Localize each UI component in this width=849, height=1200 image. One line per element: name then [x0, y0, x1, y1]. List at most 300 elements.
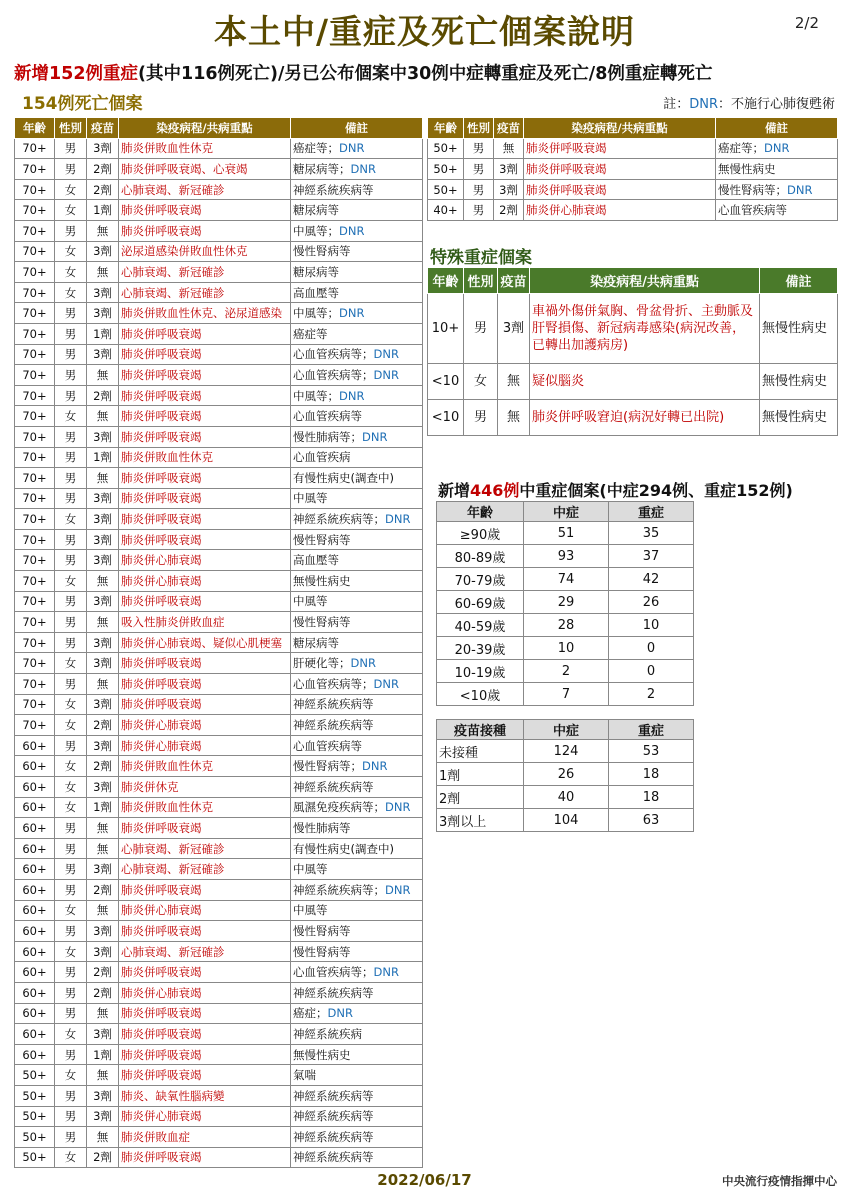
vaccine-breakdown-table [436, 719, 694, 832]
age-cell: 60+ [15, 777, 55, 798]
table-row [15, 323, 423, 344]
header-severe: 重症 [609, 720, 694, 740]
sex-cell: 男 [55, 674, 87, 695]
remark-text: 慢性肺病等 [293, 820, 351, 835]
table-header-row [15, 118, 423, 139]
course-cell: 肺炎併心肺衰竭 [119, 550, 291, 571]
course-cell: 肺炎併敗血症 [119, 1127, 291, 1148]
sex-cell: 男 [55, 468, 87, 489]
header-age: 年齡 [15, 118, 55, 139]
table-row [15, 241, 423, 262]
remark-cell [291, 282, 423, 303]
header-course: 染疫病程/共病重點 [530, 268, 760, 294]
dnr-mark: DNR [787, 182, 813, 197]
table-row [15, 941, 423, 962]
remark-cell [291, 818, 423, 839]
sex-cell: 男 [464, 200, 494, 221]
remark-text: 癌症； [293, 1006, 328, 1021]
age-cell: 70+ [15, 468, 55, 489]
sex-cell: 男 [464, 159, 494, 180]
sex-cell: 女 [55, 200, 87, 221]
dnr-mark: DNR [373, 965, 399, 980]
sex-cell: 男 [55, 385, 87, 406]
vaccine-cell: 2劑 [87, 962, 119, 983]
age-cell: 70+ [15, 282, 55, 303]
table-row [15, 262, 423, 283]
severe-cell: 35 [609, 522, 694, 545]
remark-text: 有慢性病史(調查中) [293, 470, 394, 485]
age-cell: <10 [428, 364, 464, 400]
table-row [15, 365, 423, 386]
vaccine-cell: 2劑 [87, 1147, 119, 1168]
header-vaccine: 疫苗 [498, 268, 530, 294]
remark-cell [291, 859, 423, 880]
remark-cell [291, 1147, 423, 1168]
vaccine-cell: 3劑 [87, 138, 119, 159]
age-cell: 60+ [15, 1024, 55, 1045]
sex-cell: 男 [55, 1003, 87, 1024]
age-cell: 70+ [15, 612, 55, 633]
sex-cell: 男 [55, 529, 87, 550]
table-row [428, 179, 838, 200]
course-cell: 肺炎併呼吸衰竭 [119, 694, 291, 715]
moderate-cell: 51 [524, 522, 609, 545]
remark-text: 慢性腎病等； [718, 182, 787, 197]
remark-cell [291, 262, 423, 283]
remark-cell [291, 385, 423, 406]
age-cell: 70+ [15, 426, 55, 447]
course-cell: 疑似腦炎 [530, 364, 760, 400]
subtitle-rest: (其中116例死亡)/另已公布個案中30例中症轉重症及死亡/8例重症轉死亡 [138, 64, 713, 84]
group-cell: 20-39歲 [437, 637, 524, 660]
remark-cell [291, 715, 423, 736]
vaccine-cell: 無 [87, 220, 119, 241]
sex-cell: 男 [55, 303, 87, 324]
table-row [15, 488, 423, 509]
table-header-row [437, 720, 694, 740]
course-cell: 心肺衰竭、新冠確診 [119, 282, 291, 303]
vaccine-cell: 1劑 [87, 323, 119, 344]
remark-text: 神經系統疾病等； [293, 882, 385, 897]
remark-cell [291, 159, 423, 180]
remark-cell [291, 1003, 423, 1024]
vaccine-cell: 3劑 [87, 550, 119, 571]
course-cell: 肺炎併呼吸衰竭 [119, 220, 291, 241]
course-cell: 肺炎併呼吸衰竭、心衰竭 [119, 159, 291, 180]
table-row [428, 138, 838, 159]
moderate-cell: 10 [524, 637, 609, 660]
remark-cell [291, 550, 423, 571]
table-row [15, 612, 423, 633]
course-cell: 肺炎併心肺衰竭 [119, 715, 291, 736]
severe-cell: 37 [609, 545, 694, 568]
remark-cell [291, 571, 423, 592]
age-cell: 70+ [15, 303, 55, 324]
course-cell: 肺炎併呼吸衰竭 [119, 591, 291, 612]
sex-cell: 女 [55, 653, 87, 674]
table-row [437, 545, 694, 568]
remark-text: 中風等 [293, 594, 328, 609]
vaccine-cell: 3劑 [87, 735, 119, 756]
table-row [15, 1024, 423, 1045]
dnr-note [663, 93, 835, 112]
vaccine-cell: 3劑 [87, 1024, 119, 1045]
course-cell: 肺炎併呼吸衰竭 [119, 468, 291, 489]
group-cell: ≥90歲 [437, 522, 524, 545]
moderate-cell: 93 [524, 545, 609, 568]
remark-text: 高血壓等 [293, 553, 339, 568]
remark-cell [291, 509, 423, 530]
vaccine-cell: 無 [87, 1127, 119, 1148]
moderate-cell: 74 [524, 568, 609, 591]
header-age: 年齡 [428, 118, 464, 139]
remark-text: 肝硬化等； [293, 656, 351, 671]
remark-text: 癌症等； [293, 141, 339, 156]
course-cell: 肺炎、缺氧性腦病變 [119, 1085, 291, 1106]
remark-text: 心血管疾病等 [718, 203, 787, 218]
remark-cell [291, 1044, 423, 1065]
course-cell: 肺炎併敗血性休克 [119, 797, 291, 818]
table-row [15, 529, 423, 550]
sex-cell: 女 [464, 364, 498, 400]
severe-cell: 53 [609, 740, 694, 763]
age-cell: <10 [428, 400, 464, 436]
remark-text: 慢性腎病等 [293, 532, 351, 547]
dnr-mark: DNR [339, 141, 365, 156]
group-cell: 2劑 [437, 786, 524, 809]
age-cell: 60+ [15, 838, 55, 859]
table-row [15, 674, 423, 695]
table-row [15, 879, 423, 900]
vaccine-cell: 2劑 [87, 756, 119, 777]
vaccine-cell: 1劑 [87, 200, 119, 221]
sex-cell: 女 [55, 262, 87, 283]
table-row [15, 632, 423, 653]
remark-cell [291, 632, 423, 653]
vaccine-cell: 2劑 [494, 200, 524, 221]
course-cell: 肺炎併呼吸衰竭 [119, 200, 291, 221]
remark-cell [291, 1085, 423, 1106]
age-cell: 70+ [15, 385, 55, 406]
course-cell: 吸入性肺炎併敗血症 [119, 612, 291, 633]
course-cell: 肺炎併敗血性休克 [119, 447, 291, 468]
table-row [437, 786, 694, 809]
sex-cell: 男 [464, 294, 498, 364]
vaccine-cell: 無 [87, 818, 119, 839]
remark-cell [291, 406, 423, 427]
course-cell: 肺炎併呼吸衰竭 [119, 509, 291, 530]
table-row [15, 550, 423, 571]
table-row [15, 220, 423, 241]
age-cell: 60+ [15, 962, 55, 983]
age-cell: 70+ [15, 529, 55, 550]
age-cell: 10+ [428, 294, 464, 364]
age-cell: 60+ [15, 921, 55, 942]
sex-cell: 女 [55, 241, 87, 262]
vaccine-cell: 無 [87, 365, 119, 386]
remark-text: 癌症等； [718, 141, 764, 156]
moderate-cell: 104 [524, 809, 609, 832]
remark-cell [291, 735, 423, 756]
remark-text: 心血管疾病等 [293, 738, 362, 753]
vaccine-cell: 無 [494, 138, 524, 159]
age-cell: 50+ [428, 138, 464, 159]
remark-cell [291, 838, 423, 859]
age-cell: 60+ [15, 797, 55, 818]
group-cell: 80-89歲 [437, 545, 524, 568]
course-cell: 肺炎併呼吸衰竭 [119, 921, 291, 942]
header-moderate: 中症 [524, 720, 609, 740]
age-cell: 60+ [15, 1003, 55, 1024]
remark-text: 癌症等 [293, 326, 328, 341]
remark-text: 中風等 [293, 903, 328, 918]
age-cell: 60+ [15, 818, 55, 839]
sex-cell: 男 [55, 159, 87, 180]
remark-text: 中風等； [293, 223, 339, 238]
table-row [437, 809, 694, 832]
vaccine-cell: 3劑 [87, 344, 119, 365]
special-cases-title: 特殊重症個案 [430, 248, 532, 268]
dnr-mark: DNR [339, 223, 365, 238]
sex-cell: 男 [55, 1106, 87, 1127]
new-title-count: 446例 [470, 481, 520, 500]
remark-text: 糖尿病等 [293, 635, 339, 650]
dnr-mark: DNR [373, 347, 399, 362]
remark-cell [291, 303, 423, 324]
sex-cell: 女 [55, 1065, 87, 1086]
course-cell: 肺炎併心肺衰竭 [119, 571, 291, 592]
sex-cell: 男 [55, 859, 87, 880]
table-row [15, 1044, 423, 1065]
course-cell: 心肺衰竭、新冠確診 [119, 838, 291, 859]
age-cell: 70+ [15, 447, 55, 468]
remark-text: 高血壓等 [293, 285, 339, 300]
remark-cell [291, 694, 423, 715]
table-row [15, 344, 423, 365]
remark-cell [291, 220, 423, 241]
table-row [15, 179, 423, 200]
header-vaccination: 疫苗接種 [437, 720, 524, 740]
dnr-mark: DNR [327, 1006, 353, 1021]
table-row [15, 200, 423, 221]
sex-cell: 女 [55, 694, 87, 715]
remark-cell [716, 138, 838, 159]
new-title-prefix: 新增 [438, 481, 471, 500]
organization-name: 中央流行疫情指揮中心 [722, 1174, 837, 1188]
table-row [15, 1147, 423, 1168]
age-cell: 70+ [15, 653, 55, 674]
age-cell: 70+ [15, 262, 55, 283]
vaccine-cell: 3劑 [87, 941, 119, 962]
new-cases-title [438, 478, 793, 501]
age-cell: 50+ [15, 1106, 55, 1127]
age-cell: 70+ [15, 488, 55, 509]
header-vaccine: 疫苗 [87, 118, 119, 139]
age-cell: 60+ [15, 879, 55, 900]
remark-text: 中風等； [293, 388, 339, 403]
remark-cell [291, 138, 423, 159]
course-cell: 肺炎併心肺衰竭 [524, 200, 716, 221]
vaccine-cell: 3劑 [87, 509, 119, 530]
header-sex: 性別 [55, 118, 87, 139]
table-row [15, 962, 423, 983]
table-row [15, 1003, 423, 1024]
sex-cell: 男 [55, 550, 87, 571]
remark-cell [291, 879, 423, 900]
vaccine-cell: 3劑 [494, 179, 524, 200]
dnr-mark: DNR [373, 367, 399, 382]
remark-cell [291, 612, 423, 633]
remark-cell [291, 962, 423, 983]
dnr-mark: DNR [350, 161, 376, 176]
sex-cell: 男 [55, 735, 87, 756]
sex-cell: 男 [55, 426, 87, 447]
age-cell: 50+ [15, 1085, 55, 1106]
remark-text: 神經系統疾病等 [293, 1088, 374, 1103]
age-cell: 50+ [15, 1127, 55, 1148]
moderate-cell: 26 [524, 763, 609, 786]
remark-cell [291, 488, 423, 509]
report-date: 2022/06/17 [377, 1171, 472, 1189]
table-row [15, 735, 423, 756]
remark-text: 神經系統疾病等 [293, 697, 374, 712]
death-cases-table-continued [427, 117, 838, 221]
table-row [15, 777, 423, 798]
new-title-suffix: 中重症個案(中症294例、重症152例) [519, 481, 793, 500]
vaccine-cell: 無 [87, 1065, 119, 1086]
sex-cell: 女 [55, 715, 87, 736]
age-cell: 50+ [15, 1147, 55, 1168]
remark-text: 無慢性病史 [718, 161, 776, 176]
special-cases-body [428, 294, 838, 436]
course-cell: 肺炎併呼吸衰竭 [119, 962, 291, 983]
remark-text: 神經系統疾病等 [293, 182, 374, 197]
age-breakdown-body [437, 522, 694, 706]
vaccine-cell: 無 [87, 612, 119, 633]
sex-cell: 男 [55, 138, 87, 159]
vaccine-cell: 無 [498, 364, 530, 400]
sex-cell: 男 [464, 400, 498, 436]
dnr-mark: DNR [385, 800, 411, 815]
sex-cell: 女 [55, 406, 87, 427]
sex-cell: 女 [55, 797, 87, 818]
remark-text: 慢性腎病等 [293, 944, 351, 959]
remark-text: 心血管疾病等； [293, 367, 374, 382]
table-row [15, 426, 423, 447]
vaccine-cell: 無 [498, 400, 530, 436]
remark-cell [291, 797, 423, 818]
table-row [437, 660, 694, 683]
remark-cell [291, 941, 423, 962]
vaccine-cell: 3劑 [87, 241, 119, 262]
table-row [428, 200, 838, 221]
course-cell: 肺炎併呼吸衰竭 [119, 1003, 291, 1024]
age-cell: 70+ [15, 406, 55, 427]
vaccine-cell: 2劑 [87, 715, 119, 736]
table-row [15, 653, 423, 674]
table-header-row [437, 502, 694, 522]
course-cell: 肺炎併呼吸衰竭 [119, 674, 291, 695]
remark-text: 氣喘 [293, 1068, 316, 1083]
course-cell: 肺炎併呼吸衰竭 [119, 344, 291, 365]
death-cases-body [15, 138, 423, 1168]
page-number: 2/2 [794, 14, 819, 32]
table-row [428, 364, 838, 400]
vaccine-cell: 3劑 [87, 777, 119, 798]
vaccine-cell: 2劑 [87, 179, 119, 200]
table-row [15, 1127, 423, 1148]
course-cell: 心肺衰竭、新冠確診 [119, 179, 291, 200]
course-cell: 肺炎併呼吸衰竭 [119, 385, 291, 406]
remark-text: 神經系統疾病等 [293, 1150, 374, 1165]
remark-cell [291, 1065, 423, 1086]
remark-cell [291, 921, 423, 942]
age-cell: 70+ [15, 694, 55, 715]
subtitle [14, 60, 712, 85]
age-cell: 70+ [15, 179, 55, 200]
age-cell: 70+ [15, 509, 55, 530]
age-cell: 70+ [15, 241, 55, 262]
sex-cell: 女 [55, 1024, 87, 1045]
course-cell: 心肺衰竭、新冠確診 [119, 859, 291, 880]
table-row [15, 1065, 423, 1086]
table-row [437, 614, 694, 637]
moderate-cell: 28 [524, 614, 609, 637]
vaccine-cell: 3劑 [87, 303, 119, 324]
table-row [428, 294, 838, 364]
table-row [428, 159, 838, 180]
moderate-cell: 29 [524, 591, 609, 614]
remark-cell [291, 529, 423, 550]
dnr-mark: DNR [350, 656, 376, 671]
age-cell: 70+ [15, 715, 55, 736]
remark-cell [716, 179, 838, 200]
sex-cell: 男 [55, 838, 87, 859]
remark-cell [291, 653, 423, 674]
vaccine-cell: 無 [87, 674, 119, 695]
vaccine-breakdown-body [437, 740, 694, 832]
age-cell: 60+ [15, 756, 55, 777]
remark-cell [291, 468, 423, 489]
header-moderate: 中症 [524, 502, 609, 522]
table-row [15, 921, 423, 942]
group-cell: 未接種 [437, 740, 524, 763]
age-cell: 70+ [15, 138, 55, 159]
table-row [437, 683, 694, 706]
vaccine-cell: 2劑 [87, 879, 119, 900]
age-cell: 50+ [15, 1065, 55, 1086]
remark-text: 心血管疾病等； [293, 965, 374, 980]
table-row [15, 1085, 423, 1106]
remark-cell [291, 1024, 423, 1045]
vaccine-cell: 3劑 [87, 921, 119, 942]
age-cell: 40+ [428, 200, 464, 221]
vaccine-cell: 無 [87, 900, 119, 921]
table-row [15, 715, 423, 736]
course-cell: 肺炎併休克 [119, 777, 291, 798]
vaccine-cell: 3劑 [87, 488, 119, 509]
dnr-mark: DNR [339, 388, 365, 403]
age-cell: 70+ [15, 344, 55, 365]
group-cell: 60-69歲 [437, 591, 524, 614]
remark-cell: 無慢性病史 [760, 400, 838, 436]
sex-cell: 男 [55, 921, 87, 942]
remark-text: 神經系統疾病等 [293, 718, 374, 733]
table-row [15, 571, 423, 592]
remark-text: 有慢性病史(調查中) [293, 841, 394, 856]
sex-cell: 男 [55, 612, 87, 633]
table-row [15, 282, 423, 303]
